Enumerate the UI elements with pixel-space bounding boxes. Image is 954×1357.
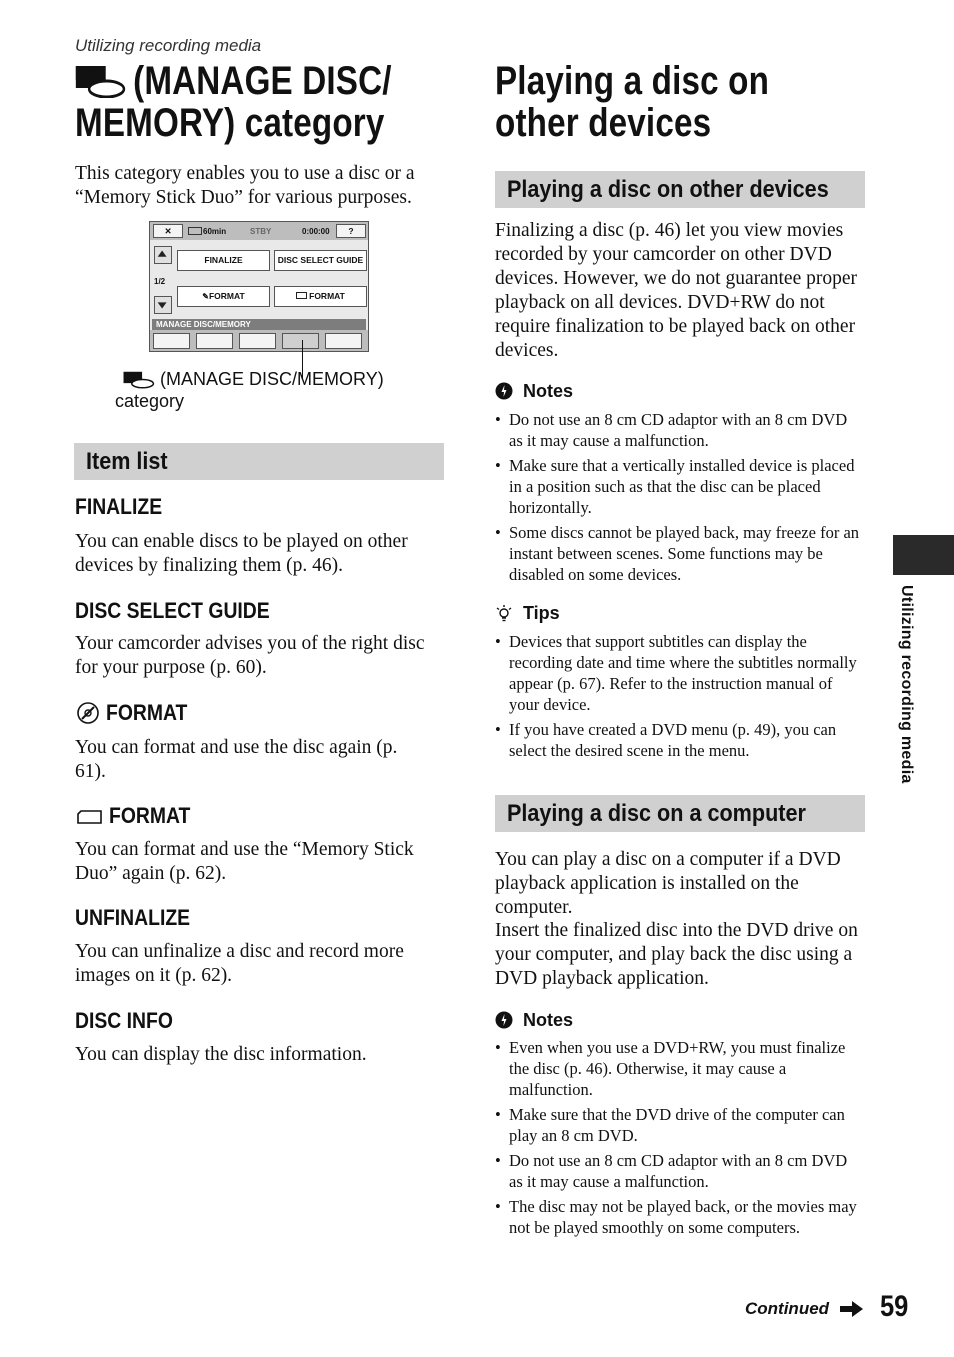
page-number: 59 (880, 1290, 909, 1323)
lcd-battery-indicator (188, 227, 226, 236)
callout-line2: category (115, 391, 185, 411)
item-format-memory-head: FORMAT (109, 803, 191, 828)
section-other-devices-body: Finalizing a disc (p. 46) let you view movies recorded by your camcorder on other DVD devices. However, we do not guarantee proper playback on all devices. DVD+RW do not require finalization to be played back on other devices. (495, 220, 857, 361)
continued-label: Continued (745, 1299, 830, 1318)
tip-item: • If you have created a DVD menu (p. 49), you can select the desired scene in the menu. (495, 719, 865, 761)
note-item: • Do not use an 8 cm CD adaptor with an 8 cm DVD as it may cause a malfunction. (495, 409, 865, 451)
lcd-time: 0:00:00 (302, 227, 330, 236)
manage-disc-memory-icon (75, 62, 126, 98)
left-title-line1: (MANAGE DISC/ (133, 59, 392, 103)
running-head: Utilizing recording media (75, 36, 262, 55)
continued-arrow-icon (840, 1300, 864, 1318)
notes-icon (495, 382, 513, 400)
item-finalize-head: FINALIZE (75, 494, 163, 519)
note-item: • Make sure that a vertically installed device is placed in a position such as that the disc can be placed horizontally. (495, 455, 865, 518)
note-item: • Some discs cannot be played back, may freeze for an instant between scenes. Some functions may be disabled on some devices. (495, 522, 865, 585)
lcd-format-disc-label: FORMAT (208, 291, 245, 301)
disc-format-icon (75, 700, 101, 726)
lcd-category-tabs (150, 330, 368, 351)
lcd-up-arrow-icon (154, 246, 172, 264)
lcd-finalize-button: FINALIZE (177, 250, 270, 271)
memory-stick-icon (75, 803, 103, 829)
lcd-tab-camera-icon (153, 333, 190, 349)
chapter-side-tab (893, 535, 954, 575)
item-disc-info-head: DISC INFO (75, 1008, 173, 1033)
left-intro: This category enables you to use a disc or a “Memory Stick Duo” for various purposes. (75, 163, 415, 208)
tips-lightbulb-icon (495, 604, 513, 622)
item-format-disc-text: You can format and use the disc again (p. 61). (75, 737, 398, 782)
item-unfinalize-head: UNFINALIZE (75, 905, 191, 930)
lcd-callout (115, 368, 384, 412)
notes-heading-2: Notes (495, 1009, 573, 1031)
left-page-title (75, 60, 465, 144)
right-title-line1: Playing a disc on (495, 59, 770, 103)
lcd-page-indicator: 1/2 (154, 277, 166, 286)
chapter-side-label: Utilizing recording media (898, 585, 915, 784)
section-computer-heading: Playing a disc on a computer (495, 795, 865, 832)
item-disc-select-guide-text: Your camcorder advises you of the right disc for your purpose (p. 60). (75, 633, 425, 678)
tip-item: • Devices that support subtitles can display the recording date and time where the subtitles normally appear (p. 67). Refer to the instruction manual of your device. (495, 631, 865, 715)
item-finalize-text: You can enable discs to be played on other devices by finalizing them (p. 46). (75, 531, 408, 576)
item-format-memory-text: You can format and use the “Memory Stick Duo” again (p. 62). (75, 839, 414, 884)
lcd-format-memory-button (274, 286, 367, 307)
lcd-battery-text: 60min (203, 227, 227, 236)
section-other-devices-heading: Playing a disc on other devices (495, 171, 865, 208)
lcd-tab-settings-icon (325, 333, 362, 349)
note-item: • The disc may not be played back, or the movies may not be played smoothly on some computers. (495, 1196, 865, 1238)
section-computer-body1: You can play a disc on a computer if a DVD playback application is installed on the computer. (495, 849, 841, 918)
tips-list (495, 631, 865, 765)
item-unfinalize-text: You can unfinalize a disc and record more images on it (p. 62). (75, 941, 404, 986)
tips-heading: Tips (495, 602, 560, 624)
lcd-format-memory-label: FORMAT (309, 291, 345, 301)
section-computer-body2: Insert the finalized disc into the DVD drive on your computer, and play back the disc using a DVD playback application. (495, 920, 858, 989)
lcd-disc-select-guide-button: DISC SELECT GUIDE (274, 250, 367, 271)
item-list-heading: Item list (74, 443, 444, 480)
callout-manage-disc-icon (123, 369, 155, 389)
notes-heading-1: Notes (495, 380, 573, 402)
right-page-title (495, 60, 885, 144)
callout-line1: (MANAGE DISC/MEMORY) (160, 369, 384, 389)
lcd-tab-manage-disc-icon (282, 333, 319, 349)
item-disc-info-text: You can display the disc information. (75, 1044, 367, 1065)
lcd-down-arrow-icon (154, 296, 172, 314)
lcd-tab-edit-icon (239, 333, 276, 349)
notes-icon (495, 1011, 513, 1029)
note-item: • Do not use an 8 cm CD adaptor with an 8 cm DVD as it may cause a malfunction. (495, 1150, 865, 1192)
lcd-close-button: ✕ (153, 224, 183, 238)
note-item: • Make sure that the DVD drive of the computer can play an 8 cm DVD. (495, 1104, 865, 1146)
notes-list-1 (495, 409, 865, 589)
item-disc-select-guide-head: DISC SELECT GUIDE (75, 598, 270, 623)
notes-list-2 (495, 1037, 865, 1242)
lcd-tab-playback-icon (196, 333, 233, 349)
lcd-stby: STBY (250, 227, 272, 236)
right-title-line2: other devices (495, 101, 712, 145)
lcd-category-bar: MANAGE DISC/MEMORY (152, 319, 366, 330)
note-item: • Even when you use a DVD+RW, you must finalize the disc (p. 46). Otherwise, it may cause a malfunction. (495, 1037, 865, 1100)
lcd-format-disc-button: ✎FORMAT (177, 286, 270, 307)
item-format-disc-head: FORMAT (106, 700, 188, 725)
lcd-screen-illustration (149, 221, 369, 352)
lcd-help-button: ? (336, 224, 366, 238)
left-title-line2: MEMORY) category (75, 101, 385, 145)
